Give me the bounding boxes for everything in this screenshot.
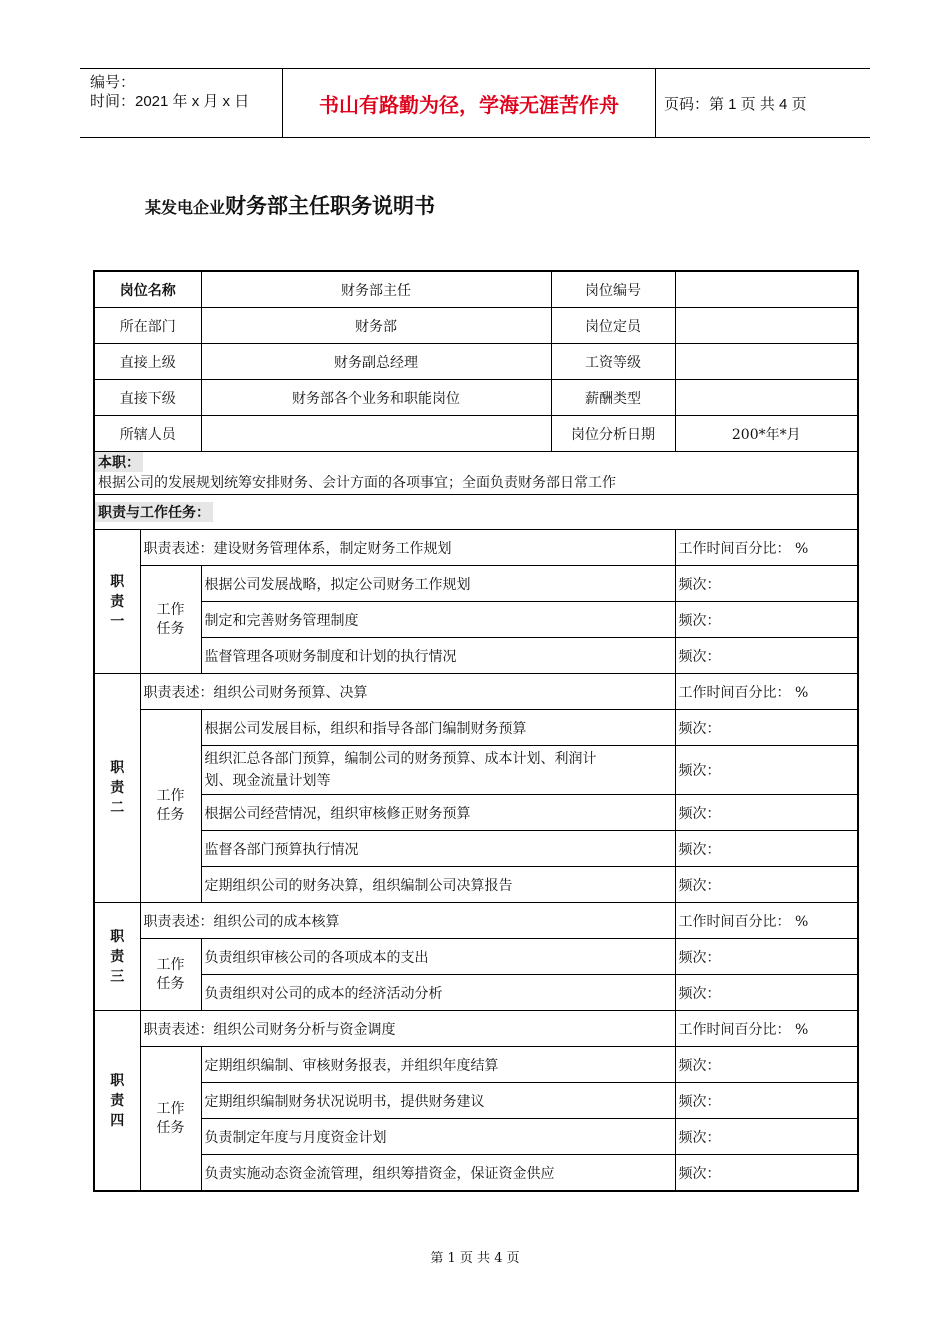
duty-desc-row <box>94 530 858 566</box>
task-text: 负责实施动态资金流管理，组织筹措资金，保证资金供应 <box>201 1155 675 1192</box>
task-row <box>94 939 858 975</box>
duty-desc-row <box>94 903 858 939</box>
basic-row <box>94 380 858 416</box>
task-row <box>94 795 858 831</box>
task-text: 负责制定年度与月度资金计划 <box>201 1119 675 1155</box>
task-row <box>94 638 858 674</box>
duty-name: 职 责 二 <box>94 674 140 903</box>
task-text: 负责组织审核公司的各项成本的支出 <box>201 939 675 975</box>
basic-value <box>201 416 551 452</box>
task-frequency: 频次： <box>675 975 858 1011</box>
page-header <box>80 68 870 138</box>
task-text: 监督各部门预算执行情况 <box>201 831 675 867</box>
summary-text: 根据公司的发展规划统筹安排财务、会计方面的各项事宜；全面负责财务部日常工作 <box>98 475 616 491</box>
task-text: 定期组织公司的财务决算，组织编制公司决算报告 <box>201 867 675 903</box>
basic-value <box>675 344 858 380</box>
duty-description: 职责表述：组织公司财务预算、决算 <box>140 674 675 710</box>
summary-heading: 本职： <box>95 452 143 472</box>
basic-row <box>94 308 858 344</box>
basic-row <box>94 416 858 452</box>
task-row <box>94 1119 858 1155</box>
basic-label: 岗位名称 <box>94 271 201 308</box>
job-description-table <box>93 270 859 1192</box>
task-row <box>94 1083 858 1119</box>
basic-label: 岗位编号 <box>551 271 675 308</box>
task-row <box>94 867 858 903</box>
duty-name: 职 责 四 <box>94 1011 140 1192</box>
task-row <box>94 566 858 602</box>
basic-value <box>675 271 858 308</box>
time-percent: 工作时间百分比： % <box>675 1011 858 1047</box>
header-left <box>90 73 282 111</box>
work-task-label: 工作 任务 <box>140 939 201 1011</box>
basic-value: 200*年*月 <box>675 416 858 452</box>
task-frequency: 频次： <box>675 1083 858 1119</box>
basic-label: 工资等级 <box>551 344 675 380</box>
task-frequency: 频次： <box>675 638 858 674</box>
document-number-label: 编号： <box>90 74 136 91</box>
task-frequency: 频次： <box>675 867 858 903</box>
task-row <box>94 746 858 795</box>
basic-value: 财务部 <box>201 308 551 344</box>
title-main: 财务部主任职务说明书 <box>225 194 436 218</box>
task-frequency: 频次： <box>675 939 858 975</box>
duty-description: 职责表述：组织公司财务分析与资金调度 <box>140 1011 675 1047</box>
duties-heading-row <box>94 495 858 530</box>
task-text: 根据公司发展目标，组织和指导各部门编制财务预算 <box>201 710 675 746</box>
summary-row <box>94 452 858 495</box>
work-task-label: 工作 任务 <box>140 710 201 903</box>
document-title <box>145 190 435 220</box>
basic-label: 所在部门 <box>94 308 201 344</box>
task-row <box>94 975 858 1011</box>
duties-heading-cell <box>94 495 858 530</box>
basic-label: 所辖人员 <box>94 416 201 452</box>
task-frequency: 频次： <box>675 602 858 638</box>
basic-value: 财务部各个业务和职能岗位 <box>201 380 551 416</box>
document-date: 时间：2021 年 x 月 x 日 <box>90 93 250 110</box>
duty-desc-row <box>94 674 858 710</box>
basic-value <box>675 380 858 416</box>
header-motto: 书山有路勤为径，学海无涯苦作舟 <box>282 69 656 137</box>
basic-label: 直接上级 <box>94 344 201 380</box>
task-frequency: 频次： <box>675 710 858 746</box>
task-row <box>94 831 858 867</box>
duty-description: 职责表述：建设财务管理体系，制定财务工作规划 <box>140 530 675 566</box>
task-frequency: 频次： <box>675 1047 858 1083</box>
task-row <box>94 1155 858 1192</box>
basic-value <box>675 308 858 344</box>
time-percent: 工作时间百分比： % <box>675 674 858 710</box>
task-frequency: 频次： <box>675 831 858 867</box>
basic-label: 薪酬类型 <box>551 380 675 416</box>
summary-cell <box>94 452 858 495</box>
basic-label: 岗位分析日期 <box>551 416 675 452</box>
task-frequency: 频次： <box>675 1155 858 1192</box>
task-text: 负责组织对公司的成本的经济活动分析 <box>201 975 675 1011</box>
basic-label: 岗位定员 <box>551 308 675 344</box>
task-frequency: 频次： <box>675 795 858 831</box>
duties-heading: 职责与工作任务： <box>95 502 213 522</box>
page-footer: 第 1 页 共 4 页 <box>430 1251 520 1266</box>
duty-name: 职 责 三 <box>94 903 140 1011</box>
task-text: 根据公司经营情况，组织审核修正财务预算 <box>201 795 675 831</box>
task-row <box>94 1047 858 1083</box>
time-percent: 工作时间百分比： % <box>675 530 858 566</box>
duty-name: 职 责 一 <box>94 530 140 674</box>
task-frequency: 频次： <box>675 1119 858 1155</box>
basic-value: 财务部主任 <box>201 271 551 308</box>
task-frequency: 频次： <box>675 566 858 602</box>
header-page-info: 页码：第 1 页 共 4 页 <box>664 95 807 113</box>
task-text: 定期组织编制、审核财务报表，并组织年度结算 <box>201 1047 675 1083</box>
task-frequency: 频次： <box>675 746 858 795</box>
task-row <box>94 602 858 638</box>
title-prefix: 某发电企业 <box>145 198 226 217</box>
basic-label: 直接下级 <box>94 380 201 416</box>
basic-value: 财务副总经理 <box>201 344 551 380</box>
basic-row <box>94 344 858 380</box>
task-text: 根据公司发展战略，拟定公司财务工作规划 <box>201 566 675 602</box>
work-task-label: 工作 任务 <box>140 566 201 674</box>
task-row <box>94 710 858 746</box>
task-text: 组织汇总各部门预算，编制公司的财务预算、成本计划、利润计 划、现金流量计划等 <box>201 746 675 795</box>
task-text: 定期组织编制财务状况说明书，提供财务建议 <box>201 1083 675 1119</box>
time-percent: 工作时间百分比： % <box>675 903 858 939</box>
work-task-label: 工作 任务 <box>140 1047 201 1192</box>
duty-description: 职责表述：组织公司的成本核算 <box>140 903 675 939</box>
basic-row <box>94 271 858 308</box>
duty-desc-row <box>94 1011 858 1047</box>
task-text: 监督管理各项财务制度和计划的执行情况 <box>201 638 675 674</box>
task-text: 制定和完善财务管理制度 <box>201 602 675 638</box>
